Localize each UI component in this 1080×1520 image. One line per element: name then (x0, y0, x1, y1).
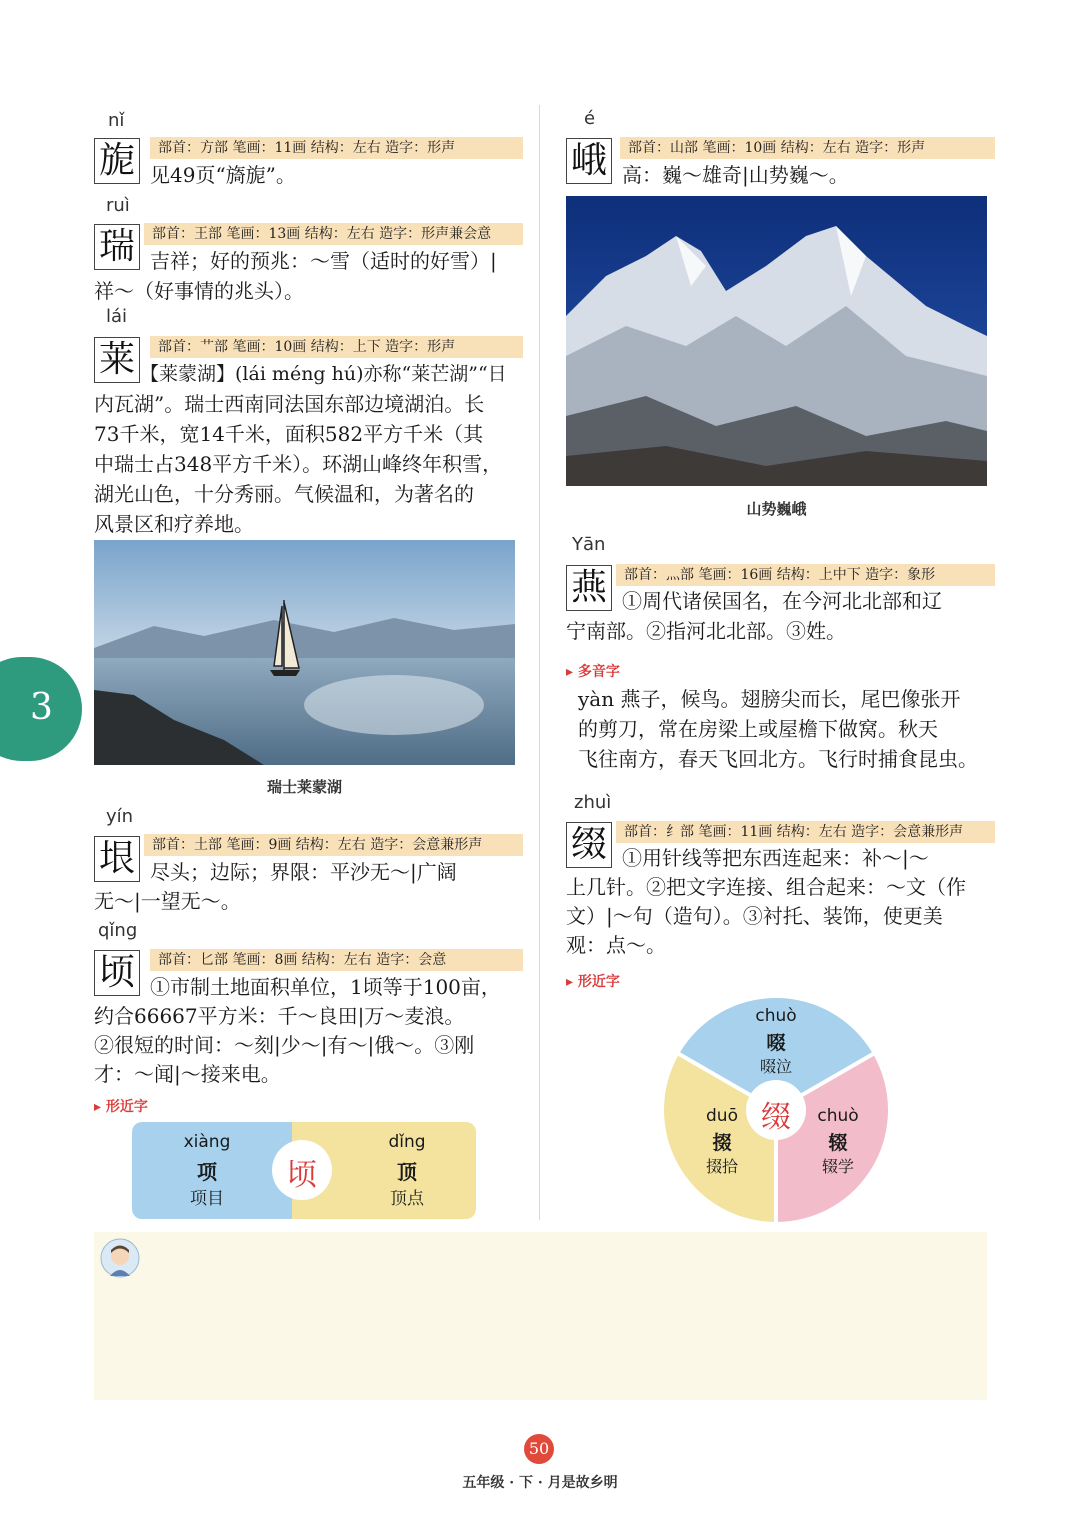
character-box: 峨 (566, 138, 612, 184)
pinyin: qǐng (98, 920, 138, 941)
definition: 约合66667平方米：千～良田|万～麦浪。 (94, 1004, 465, 1028)
pinyin: duō (706, 1106, 738, 1126)
section-label-similar: ▸ 形近字 (566, 974, 620, 990)
char-meta: 部首：艹部 笔画：10画 结构：上下 造字：形声 (150, 336, 523, 358)
polyphone-def: 飞往南方，春天飞回北方。飞行时捕食昆虫。 (578, 747, 978, 771)
similar-char: 啜 (766, 1032, 786, 1054)
character-box: 莱 (94, 337, 140, 383)
definition: 文）|～句（造句）。③衬托、装饰，使更美 (566, 904, 943, 928)
char-meta: 部首：王部 笔画：13画 结构：左右 造字：形声兼会意 (144, 223, 523, 245)
definition: 高：巍～雄奇|山势巍～。 (622, 163, 849, 187)
similar-char: 辍 (828, 1132, 848, 1154)
pinyin: xiàng (183, 1132, 231, 1152)
section-label-polyphone: ▸ 多音字 (566, 664, 620, 680)
center-char: 缀 (761, 1100, 791, 1135)
definition: 上几针。②把文字连接、组合起来：～文（作 (566, 875, 966, 899)
section-label-similar: ▸ 形近字 (94, 1099, 148, 1115)
character-box: 瑞 (94, 224, 140, 270)
center-char: 顷 (287, 1158, 317, 1193)
similar-chars-wheel (664, 998, 888, 1222)
definition: 73千米，宽14千米，面积582平方千米（其 (94, 422, 484, 446)
char-meta: 部首：方部 笔画：11画 结构：左右 造字：形声 (150, 137, 523, 159)
definition: 湖光山色，十分秀丽。气候温和，为著名的 (94, 482, 474, 506)
pinyin: lái (106, 306, 128, 327)
definition: 内瓦湖”。瑞士西南同法国东部边境湖泊。长 (94, 392, 485, 416)
character-box: 垠 (94, 836, 140, 882)
definition: 观：点～。 (566, 933, 666, 957)
character-box: 顷 (94, 950, 140, 996)
similar-char: 顶 (397, 1160, 417, 1184)
definition: 吉祥；好的预兆：～雪（适时的好雪）| (150, 249, 497, 273)
page-number: 50 (528, 1439, 550, 1458)
char-meta: 部首：山部 笔画：10画 结构：左右 造字：形声 (620, 137, 995, 159)
pinyin: dǐng (388, 1132, 426, 1152)
definition: 才：～闻|～接来电。 (94, 1062, 281, 1086)
character-box: 缀 (566, 822, 612, 868)
example-word: 项目 (190, 1189, 224, 1209)
polyphone-def: yàn 燕子，候鸟。翅膀尖而长，尾巴像张开 (578, 687, 961, 711)
example-word: 啜泣 (759, 1057, 792, 1076)
definition: 风景区和疗养地。 (94, 512, 254, 536)
polyphone-def: 的剪刀，常在房梁上或屋檐下做窝。秋天 (578, 717, 938, 741)
character-box: 旎 (94, 138, 140, 184)
character-box: 燕 (566, 565, 612, 611)
char-meta: 部首：匕部 笔画：8画 结构：左右 造字：会意 (150, 949, 523, 971)
column-divider (539, 105, 540, 1220)
avatar (100, 1238, 140, 1278)
lake-photo (94, 540, 515, 765)
pinyin: Yān (572, 534, 606, 555)
example-word: 顶点 (390, 1189, 424, 1209)
char-meta: 部首：纟部 笔画：11画 结构：左右 造字：会意兼形声 (616, 821, 995, 843)
pinyin: chuò (755, 1006, 797, 1026)
similar-char: 项 (197, 1160, 217, 1184)
example-word: 掇拾 (705, 1157, 738, 1176)
definition: 见49页“旖旎”。 (150, 163, 296, 187)
notes-area (94, 1232, 987, 1400)
char-meta: 部首：土部 笔画：9画 结构：左右 造字：会意兼形声 (144, 834, 523, 856)
pinyin: nǐ (108, 110, 125, 131)
chapter-number: 3 (30, 687, 53, 728)
mountain-photo (566, 196, 987, 486)
definition: 祥～（好事情的兆头）。 (94, 279, 304, 303)
pinyin: é (584, 108, 596, 129)
example-word: 辍学 (821, 1157, 854, 1176)
definition: 无～|一望无～。 (94, 889, 241, 913)
definition: 尽头；边际；界限：平沙无～|广阔 (150, 860, 457, 884)
definition: ①市制土地面积单位，1顷等于100亩， (150, 975, 501, 999)
footer-subtitle: 五年级 · 下 · 月是故乡明 (462, 1475, 618, 1491)
definition: 宁南部。②指河北北部。③姓。 (566, 619, 846, 643)
definition: ①周代诸侯国名，在今河北北部和辽 (622, 589, 942, 613)
photo-caption: 瑞士莱蒙湖 (266, 778, 342, 796)
pinyin: ruì (106, 195, 130, 216)
pinyin: yín (106, 806, 134, 827)
char-meta: 部首：灬部 笔画：16画 结构：上中下 造字：象形 (616, 564, 995, 586)
similar-chars-card (132, 1122, 476, 1219)
definition: ②很短的时间：～刻|少～|有～|俄～。③刚 (94, 1033, 475, 1057)
pinyin: zhuì (574, 792, 612, 813)
photo-caption: 山势巍峨 (746, 500, 807, 518)
definition: 【莱蒙湖】(lái méng hú)亦称“莱芒湖”“日 (140, 363, 507, 385)
similar-char: 掇 (712, 1132, 732, 1154)
definition: ①用针线等把东西连起来：补～|～ (622, 846, 929, 870)
definition: 中瑞士占348平方千米）。环湖山峰终年积雪， (94, 452, 503, 476)
pinyin: chuò (817, 1106, 859, 1126)
